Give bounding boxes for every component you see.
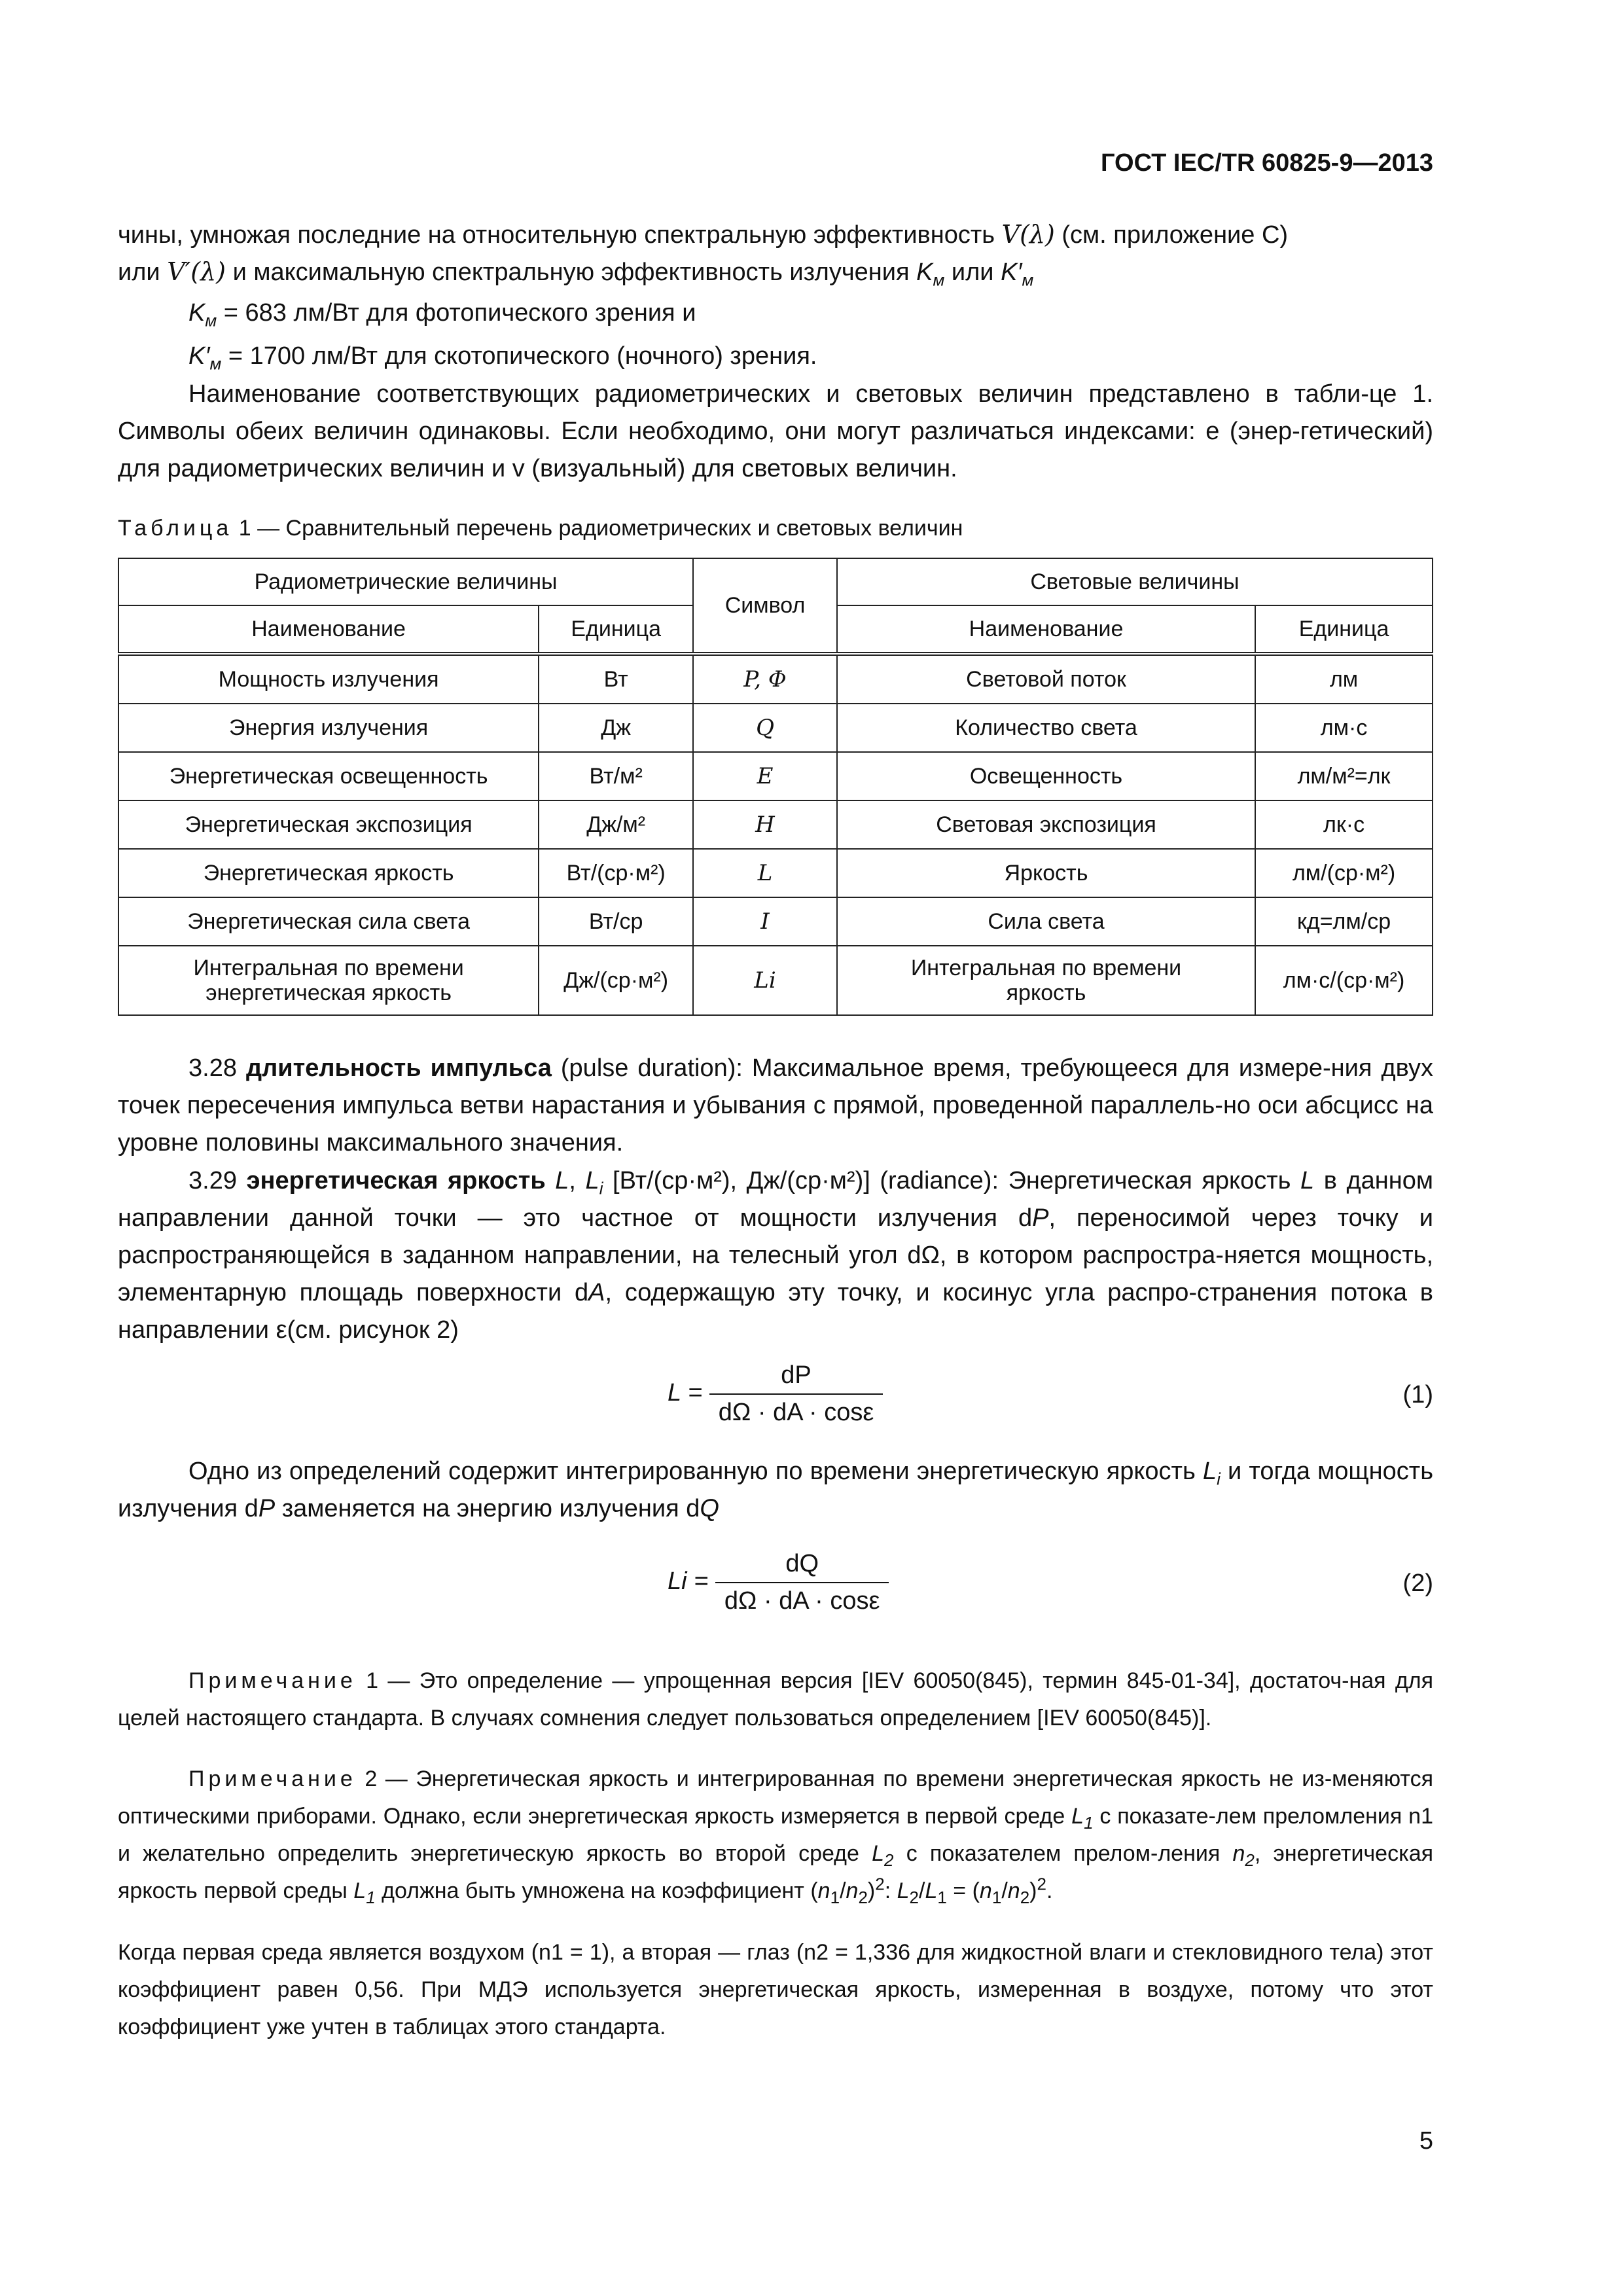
note-2: [118, 1761, 1433, 1910]
km-photopic-line: [188, 295, 1504, 332]
table-row: [118, 654, 1433, 704]
cell-line: Интегральная по времени: [193, 956, 464, 980]
cell-photometric-unit: лм/(ср·м²): [1255, 849, 1433, 897]
table-row: [118, 849, 1433, 897]
cell-radiometric-unit: Дж/м²: [539, 800, 693, 849]
numerator: dP: [709, 1361, 883, 1395]
note-text: с показателем прелом-ления: [906, 1841, 1221, 1866]
header-name: Наименование: [118, 605, 539, 654]
cell-photometric-unit: лм/м²=лк: [1255, 752, 1433, 800]
section-number: 3.28: [188, 1054, 237, 1082]
caption-label: Таблица: [118, 516, 233, 541]
cell-radiometric-unit: Вт/м²: [539, 752, 693, 800]
definition-text: в данном направлении данной точки — это частное от мощности излучения d: [118, 1167, 1434, 1232]
cell-photometric-unit: кд=лм/ср: [1255, 897, 1433, 946]
note-text: с показате-лем преломления n1 и желательно определить энергетическую яркость во второй среде: [118, 1804, 1433, 1866]
paragraph-integrated-radiance: [118, 1453, 1433, 1528]
header-radiometric: Радиометрические величины: [118, 558, 693, 605]
cell-radiometric-name: Энергетическая яркость: [118, 849, 539, 897]
definition-text: , переносимой через точку и распространяющейся в заданном направлении, на телесный угол dΩ, в котором распростра-няется мощность, элементарную площадь поверхности d: [118, 1204, 1433, 1306]
symbol-q: Q: [700, 1495, 719, 1522]
table-header-row: [118, 558, 1433, 605]
note-1: [118, 1662, 1433, 1737]
text-span: или: [951, 259, 994, 286]
note-label: Примечание: [188, 1668, 357, 1693]
symbol-li: $L_i$: [585, 1167, 603, 1198]
cell-photometric-name: Световая экспозиция: [837, 800, 1255, 849]
symbol-l1: $L_1$: [353, 1878, 376, 1907]
note-text: 2 — Энергетическая яркость и интегрированная по времени энергетическая яркость не из-меняются оптическими приборами. Однако, если энергетическая яркость измеряется в первой среде: [118, 1767, 1433, 1829]
text-span: заменяется на энергию излучения d: [281, 1495, 700, 1522]
cell-line: энергетическая яркость: [205, 980, 452, 1005]
cell-radiometric-name: Энергетическая экспозиция: [118, 800, 539, 849]
text-span: и максимальную спектральную эффективность излучения: [232, 259, 910, 286]
km-scotopic-line: [188, 338, 1504, 375]
paragraph-spectral-efficiency-line2: [118, 253, 1433, 291]
cell-symbol: H: [693, 800, 837, 849]
table-row: [118, 752, 1433, 800]
table-row: [118, 897, 1433, 946]
standard-header: ГОСТ IEC/TR 60825-9—2013: [1101, 149, 1433, 177]
text-span: Одно из определений содержит интегрированную по времени энергетическую яркость: [188, 1458, 1196, 1485]
cell-photometric-name: Освещенность: [837, 752, 1255, 800]
cell-symbol: L: [693, 849, 837, 897]
symbol-n2: $n_2$: [1232, 1841, 1255, 1870]
cell-symbol: Q: [693, 704, 837, 752]
cell-symbol: P, Φ: [693, 654, 837, 704]
cell-radiometric-name: [118, 946, 539, 1015]
formula-2: [668, 1550, 889, 1615]
cell-radiometric-name: Энергетическая сила света: [118, 897, 539, 946]
symbol-l2: $L_2$: [872, 1841, 894, 1870]
table-caption: [118, 516, 963, 541]
cell-photometric-name: Световой поток: [837, 654, 1255, 704]
cell-radiometric-unit: Дж: [539, 704, 693, 752]
symbol-km: $K_м$: [188, 299, 217, 331]
symbol-l: L: [555, 1167, 569, 1194]
cell-photometric-unit: лм: [1255, 654, 1433, 704]
definition-3-28: [118, 1050, 1433, 1162]
fraction: [715, 1550, 889, 1615]
cell-photometric-name: Яркость: [837, 849, 1255, 897]
paragraph-air-eye: Когда первая среда является воздухом (n1 = 1), а вторая — глаз (n2 = 1,336 для жидкостной влаги и стекловидного тела) этот коэффициент равен 0,56. При МДЭ используется энергетическая яркость, измеренная в воздухе, потому что этот коэффициент уже учтен в таблицах этого стандарта.: [118, 1940, 1433, 2039]
cell-photometric-name: Количество света: [837, 704, 1255, 752]
cell-radiometric-unit: Вт: [539, 654, 693, 704]
symbol-km: $K_м$: [916, 259, 945, 290]
symbol-l1: $L_1$: [1071, 1804, 1094, 1833]
equation-number: (2): [1402, 1570, 1433, 1597]
term: энергетическая яркость: [246, 1167, 546, 1194]
cell-photometric-unit: лм·с/(ср·м²): [1255, 946, 1433, 1015]
denominator: dΩ · dA · cosε: [724, 1587, 880, 1615]
cell-line: яркость: [1006, 980, 1086, 1005]
definition-3-29: 3.29 энергетическая яркость L, $L_i$ [Вт/(ср·м²), Дж/(ср·м²)] (radiance): Энергетическая яркость L в данном направлении данной точки — это частное от мощности излучения dP, переносимой через точку и распространяющейся в заданном направлении, на телесный угол dΩ, в котором распростра-няется мощность, элементарную площадь поверхности dA, содержащую эту точку, и косинус угла распро-странения потока в направлении ε(см. рисунок 2): [118, 1167, 1434, 1344]
cell-radiometric-unit: Дж/(ср·м²): [539, 946, 693, 1015]
text-span: или: [118, 259, 160, 286]
header-unit: Единица: [1255, 605, 1433, 654]
symbol-li: $L_i$: [1202, 1458, 1221, 1489]
page-number: 5: [1419, 2127, 1433, 2155]
text-span: и тогда мощность излучения d: [118, 1458, 1433, 1522]
cell-photometric-name: [837, 946, 1255, 1015]
note-text: 1 — Это определение — упрощенная версия [IEV 60050(845), термин 845-01-34], достаточ-ная для целей настоящего стандарта. В случаях сомнения следует пользоваться определением [IEV 60050(845)].: [118, 1668, 1433, 1731]
fraction: [709, 1361, 883, 1427]
caption-text: 1 — Сравнительный перечень радиометрических и световых величин: [232, 516, 963, 541]
section-number: 3.29: [188, 1167, 237, 1194]
header-photometric: Световые величины: [837, 558, 1433, 605]
equation-number: (1): [1402, 1381, 1433, 1408]
header-unit: Единица: [539, 605, 693, 654]
cell-symbol: E: [693, 752, 837, 800]
term: длительность импульса: [245, 1054, 552, 1082]
note-text: , энергетическая яркость первой среды: [118, 1841, 1434, 1903]
note-text: должна быть умножена на коэффициент: [382, 1878, 804, 1903]
cell-symbol: Li: [693, 946, 837, 1015]
text-span: = 1700 лм/Вт для скотопического (ночного) зрения.: [228, 342, 817, 370]
symbol-km-prime: $K'_м$: [188, 342, 222, 374]
cell-radiometric-name: Энергетическая освещенность: [118, 752, 539, 800]
symbol-v-prime-lambda: V′(λ): [167, 257, 226, 286]
text-span: чины, умножая последние на относительную спектральную эффективность: [118, 221, 995, 249]
formula-1: [668, 1361, 883, 1427]
quantities-table: [118, 558, 1433, 1016]
denominator: dΩ · dA · cosε: [718, 1399, 874, 1426]
header-name: Наименование: [837, 605, 1255, 654]
definition-text: , содержащую эту точку, и косинус угла распро-странения потока в направлении ε(см. рисунок 2): [118, 1279, 1433, 1344]
header-symbol: Символ: [693, 558, 837, 654]
text-span: (см. приложение С): [1061, 221, 1289, 249]
cell-radiometric-name: Энергия излучения: [118, 704, 539, 752]
cell-radiometric-name: Мощность излучения: [118, 654, 539, 704]
cell-photometric-unit: лм·с: [1255, 704, 1433, 752]
symbol-v-lambda: V(λ): [1001, 220, 1055, 249]
paragraph-spectral-efficiency-line1: [118, 216, 1433, 254]
coefficient-formula: $(n_1/n_2)^2$: $L_2/L_1 = (n_1/n_2)^2$.: [810, 1874, 1053, 1907]
text-span: = 683 лм/Вт для фотопического зрения и: [223, 299, 696, 327]
symbol-p: P: [1032, 1204, 1049, 1232]
symbol-a: A: [588, 1279, 605, 1306]
formula-lhs: Li =: [668, 1568, 709, 1596]
table-row: [118, 800, 1433, 849]
note-label: Примечание: [188, 1767, 357, 1791]
formula-lhs: L =: [668, 1379, 703, 1407]
numerator: dQ: [715, 1550, 889, 1583]
cell-photometric-name: Сила света: [837, 897, 1255, 946]
symbol-km-prime: $K'_м$: [1001, 259, 1034, 290]
cell-radiometric-unit: Вт/ср: [539, 897, 693, 946]
symbol-l: L: [1300, 1167, 1315, 1194]
cell-photometric-unit: лк·с: [1255, 800, 1433, 849]
paragraph-table-intro: Наименование соответствующих радиометрических и световых величин представлено в табли-це 1. Символы обеих величин одинаковы. Если необходимо, они могут различаться индексами: е (энер-гетический) для радиометрических величин и v (визуальный) для световых величин.: [118, 380, 1433, 482]
cell-line: Интегральная по времени: [910, 956, 1182, 980]
definition-text: (pulse duration): Максимальное время, требующееся для измере-ния двух точек пересечения импульса ветви нарастания и убывания с прямой, проведенной параллель-но оси абсцисс на уровне половины максимального значения.: [118, 1054, 1433, 1157]
units: [Вт/(ср·м²), Дж/(ср·м²)]: [613, 1167, 870, 1194]
symbol-p: P: [258, 1495, 276, 1522]
cell-symbol: I: [693, 897, 837, 946]
table-row: [118, 946, 1433, 1015]
cell-radiometric-unit: Вт/(ср·м²): [539, 849, 693, 897]
table-row: [118, 704, 1433, 752]
definition-text: (radiance): Энергетическая яркость: [880, 1167, 1291, 1194]
